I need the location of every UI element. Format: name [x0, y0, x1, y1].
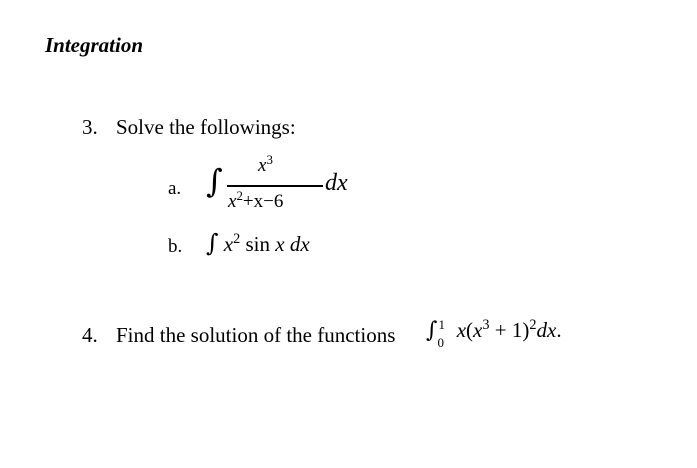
question-4-expression: ∫ 1 0 $x(x^3 + 1)^2dx$.: [426, 317, 562, 350]
question-3-number: 3.: [82, 115, 98, 139]
part-b-expression: ∫ $x^2$ sin x dx: [206, 229, 310, 257]
integral-sign: ∫: [206, 162, 223, 200]
part-a-label: a.: [168, 178, 182, 199]
question-4-number: 4.: [82, 323, 98, 347]
integral-sign: ∫: [206, 229, 219, 257]
fraction-bar: [227, 185, 323, 187]
fraction-denominator: $x^2+x-6$: [228, 187, 284, 212]
question-3-text: Solve the followings:: [116, 115, 296, 139]
question-4-text: Find the solution of the functions: [116, 323, 396, 347]
part-b-label: b.: [168, 236, 183, 257]
page-title: Integration: [45, 33, 144, 57]
integral-sign: ∫: [426, 318, 438, 343]
differential-dx: dx: [325, 170, 348, 196]
fraction-numerator: $x^3$: [258, 151, 273, 176]
